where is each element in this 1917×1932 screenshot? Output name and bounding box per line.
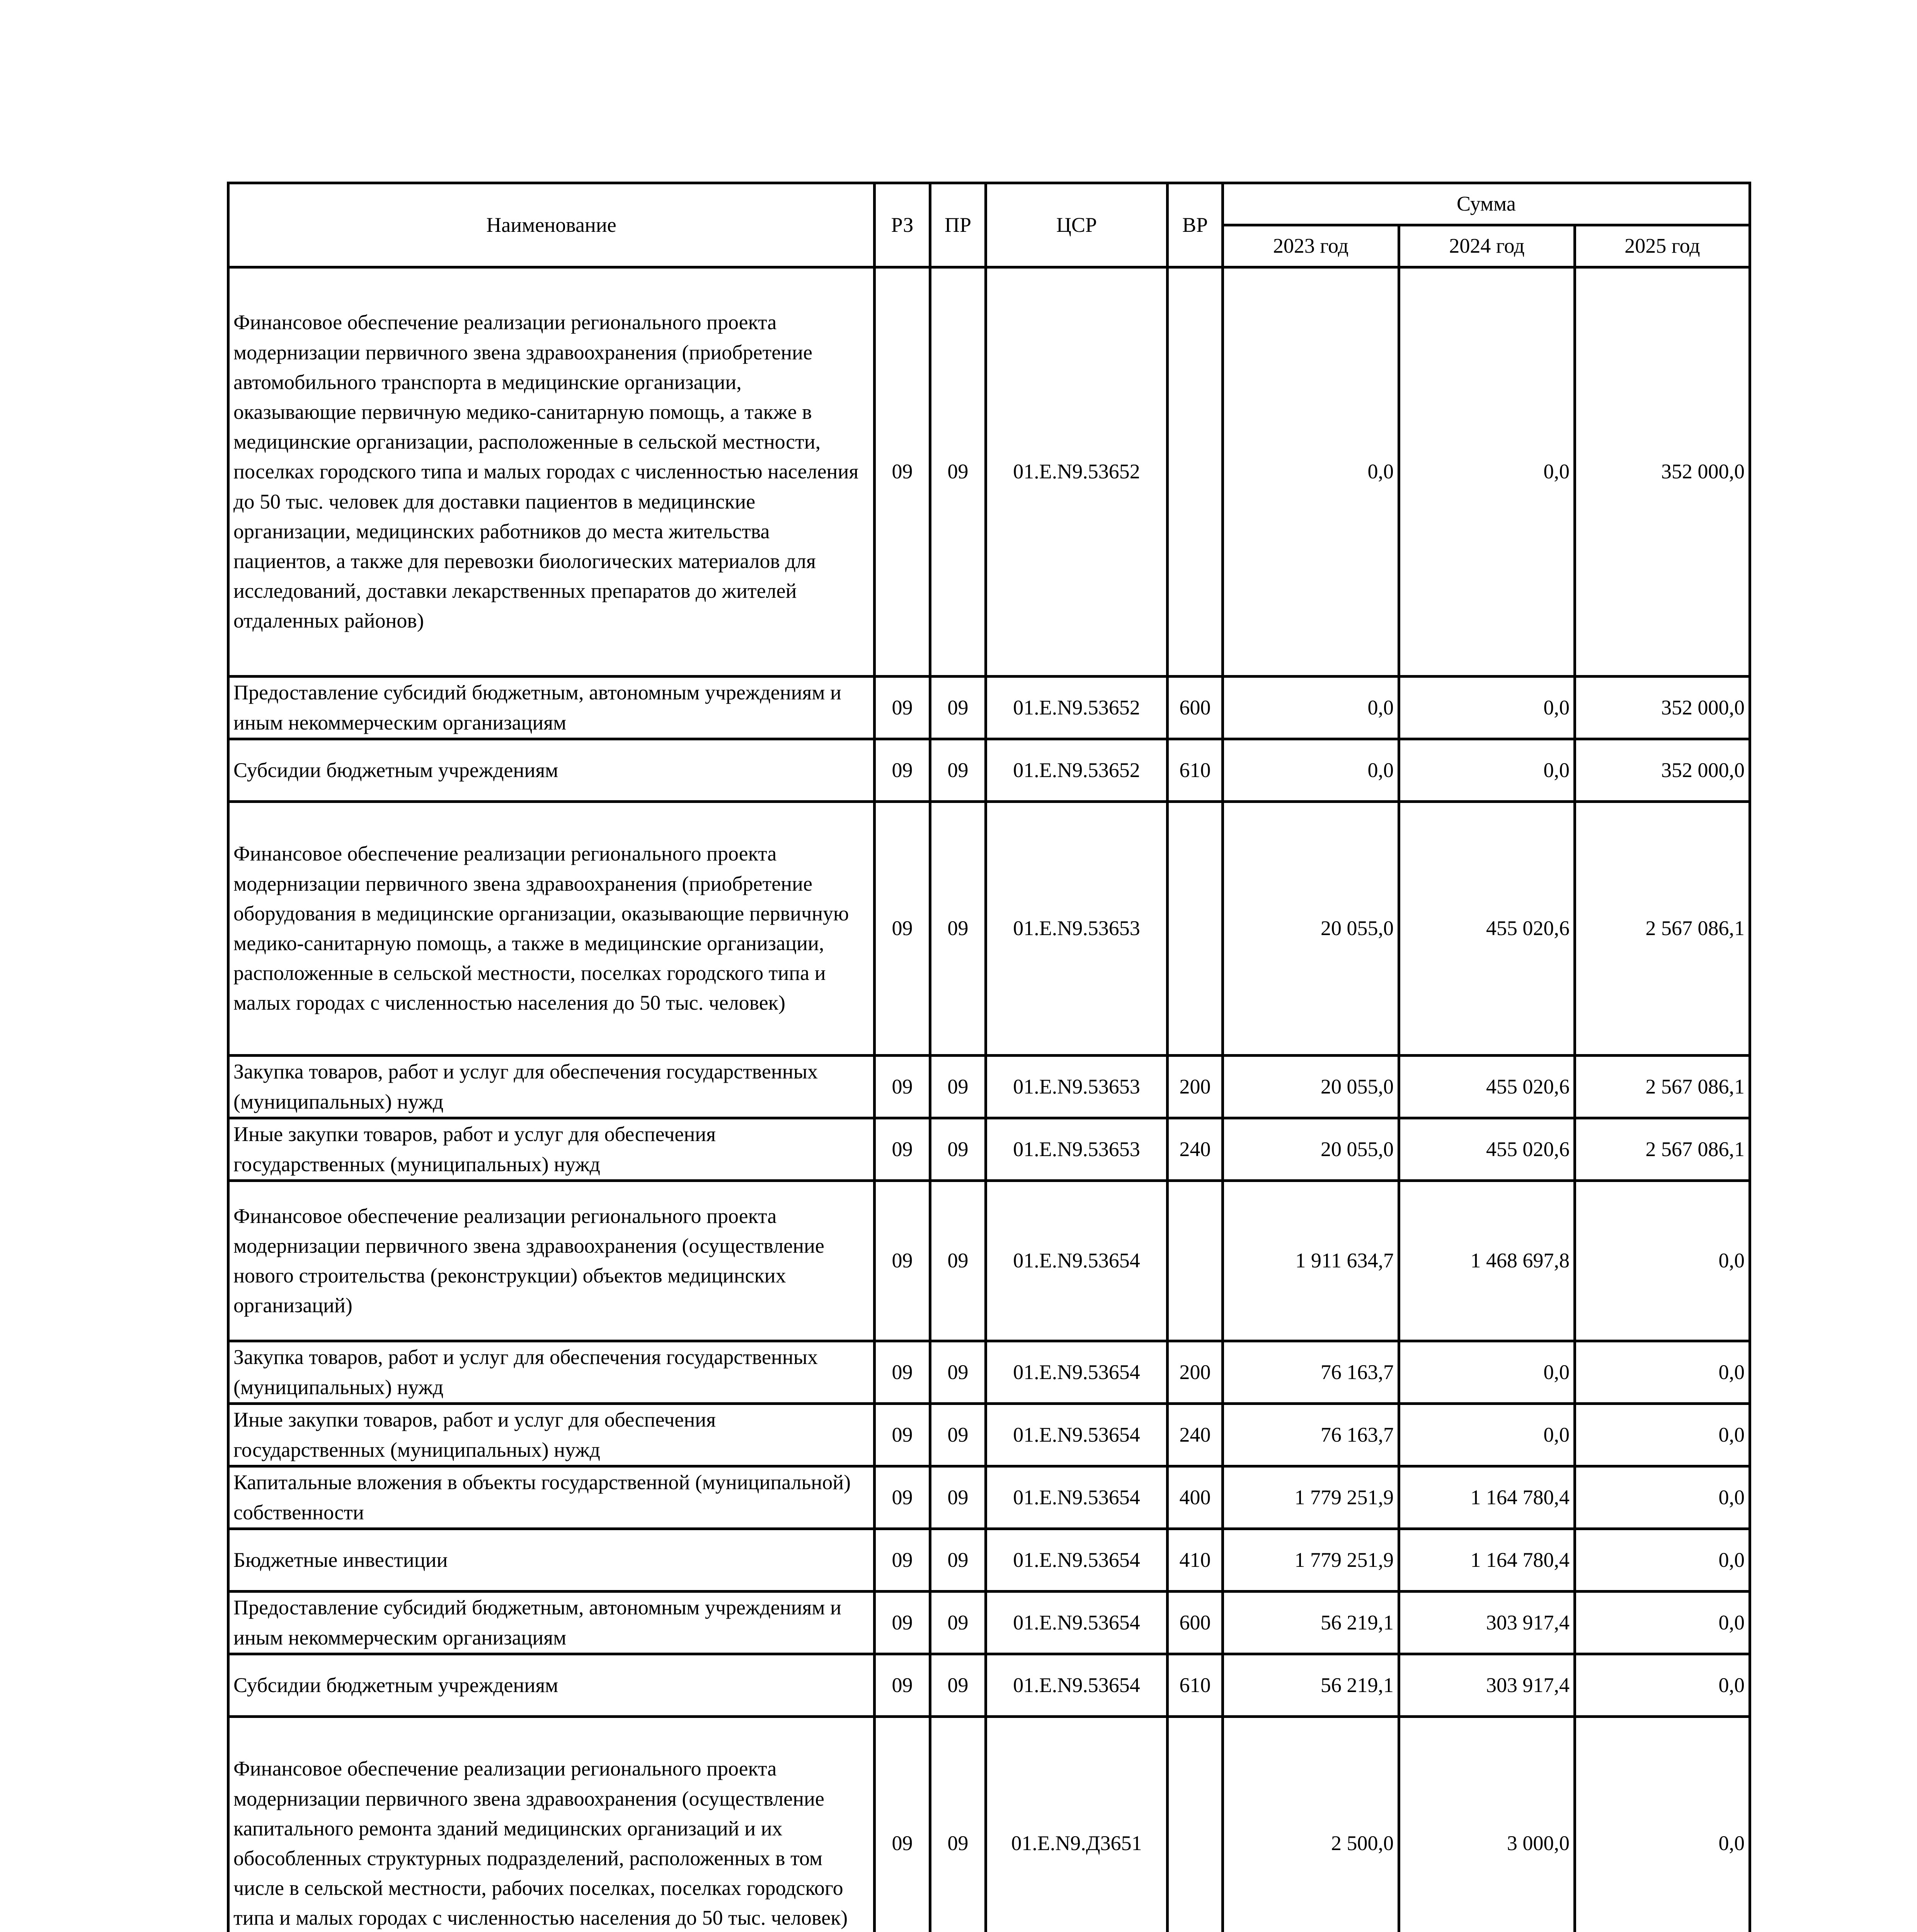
row-vr: 600	[1168, 1592, 1223, 1654]
row-vr: 610	[1168, 739, 1223, 802]
table-row	[228, 802, 1750, 1056]
row-rz: 09	[875, 1529, 930, 1592]
row-rz: 09	[875, 267, 930, 677]
budget-table	[227, 182, 1751, 1932]
row-vr: 410	[1168, 1529, 1223, 1592]
table-row	[228, 1654, 1750, 1717]
row-amount-2023: 76 163,7	[1223, 1341, 1399, 1404]
row-pr: 09	[930, 1056, 986, 1118]
row-amount-2024: 1 164 780,4	[1399, 1466, 1575, 1529]
row-amount-2025: 352 000,0	[1575, 677, 1750, 739]
row-rz: 09	[875, 1592, 930, 1654]
row-name: Предоставление субсидий бюджетным, автономным учреждениям и иным некоммерческим организациям	[228, 677, 875, 739]
row-amount-2024: 0,0	[1399, 677, 1575, 739]
row-csr: 01.Е.N9.53654	[986, 1181, 1168, 1341]
row-amount-2024: 455 020,6	[1399, 802, 1575, 1056]
row-amount-2025: 0,0	[1575, 1654, 1750, 1717]
row-vr: 240	[1168, 1404, 1223, 1466]
table-row	[228, 1529, 1750, 1592]
row-name: Иные закупки товаров, работ и услуг для обеспечения государственных (муниципальных) нужд	[228, 1404, 875, 1466]
row-pr: 09	[930, 267, 986, 677]
row-amount-2023: 1 779 251,9	[1223, 1529, 1399, 1592]
table-body	[228, 267, 1750, 1932]
row-name: Финансовое обеспечение реализации регионального проекта модернизации первичного звена здравоохранения (осуществление капитального ремонта зданий медицинских организаций и их обособленных структурных подразделений, расположенных в том числе в сельской местности, рабочих поселках, поселках городского типа и малых городах с численностью населения до 50 тыс. человек)	[228, 1717, 875, 1932]
header-sum: Сумма	[1223, 183, 1750, 225]
row-pr: 09	[930, 677, 986, 739]
header-rz: РЗ	[875, 183, 930, 267]
row-csr: 01.Е.N9.53652	[986, 677, 1168, 739]
row-pr: 09	[930, 739, 986, 802]
row-amount-2023: 0,0	[1223, 677, 1399, 739]
row-name: Закупка товаров, работ и услуг для обеспечения государственных (муниципальных) нужд	[228, 1341, 875, 1404]
row-pr: 09	[930, 1717, 986, 1932]
row-csr: 01.Е.N9.53654	[986, 1654, 1168, 1717]
table-row	[228, 267, 1750, 677]
row-csr: 01.Е.N9.53652	[986, 739, 1168, 802]
row-name: Иные закупки товаров, работ и услуг для обеспечения государственных (муниципальных) нужд	[228, 1118, 875, 1181]
row-vr	[1168, 1181, 1223, 1341]
row-amount-2024: 455 020,6	[1399, 1056, 1575, 1118]
row-name: Предоставление субсидий бюджетным, автономным учреждениям и иным некоммерческим организациям	[228, 1592, 875, 1654]
row-csr: 01.Е.N9.53652	[986, 267, 1168, 677]
row-name: Субсидии бюджетным учреждениям	[228, 739, 875, 802]
table-row	[228, 677, 1750, 739]
row-pr: 09	[930, 1404, 986, 1466]
row-pr: 09	[930, 1529, 986, 1592]
table-row	[228, 1118, 1750, 1181]
row-name: Капитальные вложения в объекты государственной (муниципальной) собственности	[228, 1466, 875, 1529]
header-year-2025: 2025 год	[1575, 225, 1750, 267]
row-amount-2025: 352 000,0	[1575, 267, 1750, 677]
row-amount-2023: 56 219,1	[1223, 1654, 1399, 1717]
row-rz: 09	[875, 1341, 930, 1404]
row-rz: 09	[875, 739, 930, 802]
table-row	[228, 1404, 1750, 1466]
row-rz: 09	[875, 1056, 930, 1118]
row-amount-2024: 303 917,4	[1399, 1592, 1575, 1654]
row-csr: 01.Е.N9.53653	[986, 1056, 1168, 1118]
row-amount-2025: 0,0	[1575, 1404, 1750, 1466]
row-csr: 01.Е.N9.53653	[986, 1118, 1168, 1181]
row-amount-2025: 2 567 086,1	[1575, 1056, 1750, 1118]
row-amount-2023: 20 055,0	[1223, 802, 1399, 1056]
row-amount-2023: 0,0	[1223, 739, 1399, 802]
row-name: Финансовое обеспечение реализации регионального проекта модернизации первичного звена здравоохранения (приобретение оборудования в медицинские организации, оказывающие первичную медико-санитарную помощь, а также в медицинские организации, расположенные в сельской местности, поселках городского типа и малых городах с численностью населения до 50 тыс. человек)	[228, 802, 875, 1056]
row-amount-2024: 3 000,0	[1399, 1717, 1575, 1932]
row-amount-2025: 0,0	[1575, 1181, 1750, 1341]
row-amount-2024: 1 164 780,4	[1399, 1529, 1575, 1592]
row-amount-2023: 1 779 251,9	[1223, 1466, 1399, 1529]
row-amount-2025: 0,0	[1575, 1717, 1750, 1932]
row-rz: 09	[875, 1466, 930, 1529]
row-amount-2023: 2 500,0	[1223, 1717, 1399, 1932]
row-amount-2025: 352 000,0	[1575, 739, 1750, 802]
header-year-2023: 2023 год	[1223, 225, 1399, 267]
table-row	[228, 1466, 1750, 1529]
header-vr: ВР	[1168, 183, 1223, 267]
row-amount-2024: 0,0	[1399, 1404, 1575, 1466]
row-amount-2025: 0,0	[1575, 1592, 1750, 1654]
row-amount-2023: 76 163,7	[1223, 1404, 1399, 1466]
row-amount-2025: 0,0	[1575, 1529, 1750, 1592]
table-row	[228, 1181, 1750, 1341]
table-row	[228, 739, 1750, 802]
row-csr: 01.Е.N9.53654	[986, 1404, 1168, 1466]
row-vr: 200	[1168, 1341, 1223, 1404]
row-name: Закупка товаров, работ и услуг для обеспечения государственных (муниципальных) нужд	[228, 1056, 875, 1118]
row-vr: 240	[1168, 1118, 1223, 1181]
row-pr: 09	[930, 1466, 986, 1529]
row-name: Субсидии бюджетным учреждениям	[228, 1654, 875, 1717]
header-csr: ЦСР	[986, 183, 1168, 267]
table-row	[228, 1056, 1750, 1118]
row-csr: 01.Е.N9.53653	[986, 802, 1168, 1056]
row-amount-2024: 0,0	[1399, 739, 1575, 802]
row-amount-2023: 0,0	[1223, 267, 1399, 677]
row-vr: 610	[1168, 1654, 1223, 1717]
row-pr: 09	[930, 1181, 986, 1341]
row-csr: 01.Е.N9.53654	[986, 1592, 1168, 1654]
row-pr: 09	[930, 1592, 986, 1654]
row-csr: 01.Е.N9.Д3651	[986, 1717, 1168, 1932]
header-year-2024: 2024 год	[1399, 225, 1575, 267]
header-name: Наименование	[228, 183, 875, 267]
row-amount-2024: 303 917,4	[1399, 1654, 1575, 1717]
table-header	[228, 183, 1750, 267]
row-vr: 600	[1168, 677, 1223, 739]
row-amount-2025: 0,0	[1575, 1341, 1750, 1404]
row-csr: 01.Е.N9.53654	[986, 1529, 1168, 1592]
row-amount-2025: 2 567 086,1	[1575, 1118, 1750, 1181]
row-csr: 01.Е.N9.53654	[986, 1341, 1168, 1404]
row-vr	[1168, 802, 1223, 1056]
row-rz: 09	[875, 1118, 930, 1181]
table-row	[228, 1341, 1750, 1404]
row-amount-2024: 1 468 697,8	[1399, 1181, 1575, 1341]
row-csr: 01.Е.N9.53654	[986, 1466, 1168, 1529]
table-row	[228, 1592, 1750, 1654]
row-rz: 09	[875, 677, 930, 739]
row-pr: 09	[930, 1654, 986, 1717]
row-amount-2024: 0,0	[1399, 1341, 1575, 1404]
row-amount-2023: 20 055,0	[1223, 1056, 1399, 1118]
row-amount-2025: 2 567 086,1	[1575, 802, 1750, 1056]
row-vr: 200	[1168, 1056, 1223, 1118]
header-pr: ПР	[930, 183, 986, 267]
row-name: Бюджетные инвестиции	[228, 1529, 875, 1592]
row-name: Финансовое обеспечение реализации регионального проекта модернизации первичного звена здравоохранения (осуществление нового строительства (реконструкции) объектов медицинских организаций)	[228, 1181, 875, 1341]
row-pr: 09	[930, 1341, 986, 1404]
row-rz: 09	[875, 1181, 930, 1341]
row-vr	[1168, 1717, 1223, 1932]
row-name: Финансовое обеспечение реализации регионального проекта модернизации первичного звена здравоохранения (приобретение автомобильного транспорта в медицинские организации, оказывающие первичную медико-санитарную помощь, а также в медицинские организации, расположенные в сельской местности, поселках городского типа и малых городах с численностью населения до 50 тыс. человек для доставки пациентов в медицинские организации, медицинских работников до места жительства пациентов, а также для перевозки биологических материалов для исследований, доставки лекарственных препаратов до жителей отдаленных районов)	[228, 267, 875, 677]
table-row	[228, 1717, 1750, 1932]
row-pr: 09	[930, 802, 986, 1056]
row-pr: 09	[930, 1118, 986, 1181]
row-vr: 400	[1168, 1466, 1223, 1529]
row-amount-2023: 20 055,0	[1223, 1118, 1399, 1181]
row-amount-2025: 0,0	[1575, 1466, 1750, 1529]
row-amount-2023: 1 911 634,7	[1223, 1181, 1399, 1341]
row-amount-2023: 56 219,1	[1223, 1592, 1399, 1654]
row-rz: 09	[875, 1717, 930, 1932]
row-rz: 09	[875, 802, 930, 1056]
row-amount-2024: 0,0	[1399, 267, 1575, 677]
row-rz: 09	[875, 1404, 930, 1466]
row-rz: 09	[875, 1654, 930, 1717]
row-amount-2024: 455 020,6	[1399, 1118, 1575, 1181]
row-vr	[1168, 267, 1223, 677]
